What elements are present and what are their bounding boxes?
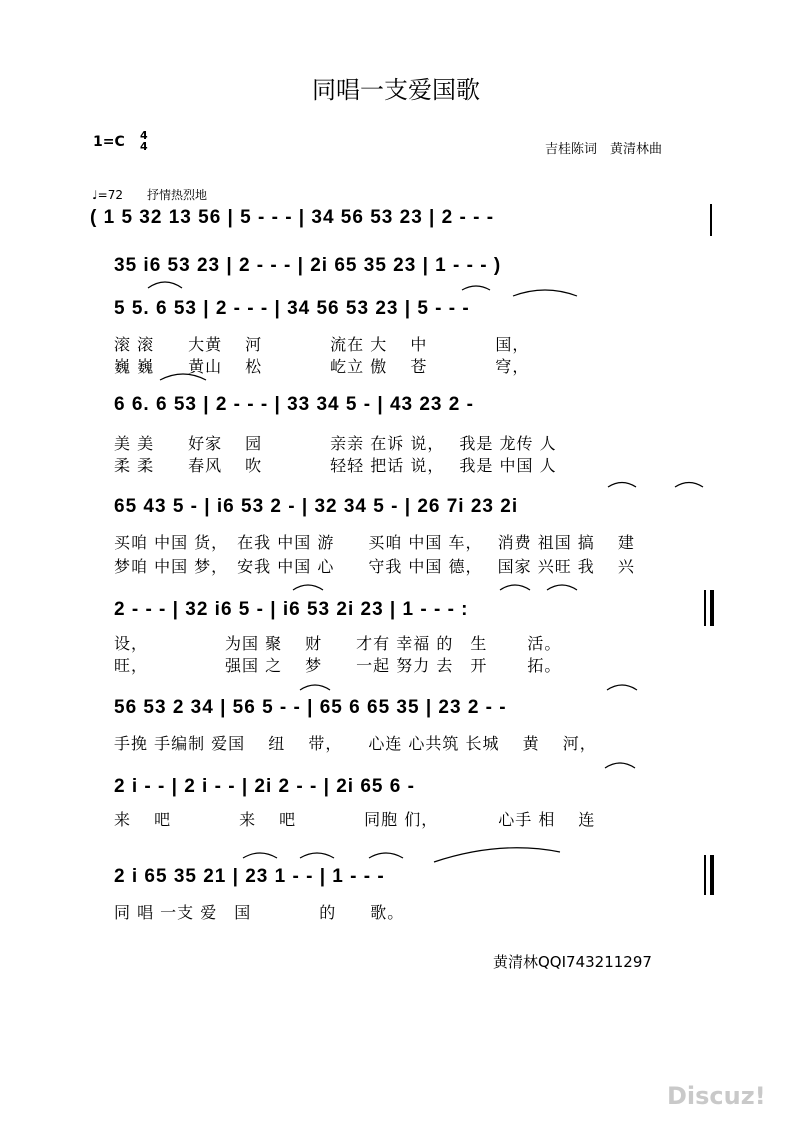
notation-row: ( 1 5 32 13 56 | 5 - - - | 34 56 53 23 | 2 - - - [90, 207, 495, 228]
lyric-line: 滚 滚 大黄 河 流在 大 中 国， [114, 335, 530, 354]
credits: 吉桂陈词 黄清林曲 [545, 142, 663, 157]
notation-row: 6 6. 6 53 | 2 - - - | 33 34 5 - | 43 23 2 - [114, 394, 474, 415]
lyric-line: 梦咱 中国 梦， 安我 中国 心 守我 中国 德， 国家 兴旺 我 兴 [114, 557, 635, 576]
lyric-line: 设， 为国 聚 财 才有 幸福 的 生 活。 [114, 634, 562, 653]
lyric-line: 同 唱 一支 爱 国 的 歌。 [114, 903, 405, 922]
composer-signature: 黄清林QQI743211297 [493, 953, 652, 971]
lyric-line: 美 美 好家 园 亲亲 在诉 说， 我是 龙传 人 [114, 434, 557, 453]
tempo-marking: ♩=72 抒情热烈地 [92, 188, 207, 202]
notation-row: 2 i 65 35 21 | 23 1 - - | 1 - - - [114, 866, 385, 887]
lyric-line: 巍 巍 黄山 松 屹立 傲 苍 穹， [114, 357, 530, 376]
lyric-line: 来 吧 来 吧 同胞 们， 心手 相 连 [114, 810, 596, 829]
lyric-line: 手挽 手编制 爱国 纽 带， 心连 心共筑 长城 黄 河， [114, 734, 597, 753]
time-signature-bottom: 4 [140, 140, 148, 153]
watermark: Discuz! [667, 1082, 766, 1110]
notation-row: 56 53 2 34 | 56 5 - - | 65 6 65 35 | 23 2 - - [114, 697, 507, 718]
lyric-line: 柔 柔 春风 吹 轻轻 把话 说， 我是 中国 人 [114, 456, 557, 475]
lyric-line: 旺， 强国 之 梦 一起 努力 去 开 拓。 [114, 656, 562, 675]
song-title: 同唱一支爱国歌 [312, 76, 480, 104]
notation-row: 65 43 5 - | i6 53 2 - | 32 34 5 - | 26 7i 23 2i [114, 496, 519, 517]
notation-row: 2 - - - | 32 i6 5 - | i6 53 2i 23 | 1 - - - : [114, 599, 469, 620]
notation-row: 35 i6 53 23 | 2 - - - | 2i 65 35 23 | 1 - - - ) [114, 255, 502, 276]
key-signature: 1=C [93, 134, 125, 150]
notation-row: 5 5. 6 53 | 2 - - - | 34 56 53 23 | 5 - - - [114, 298, 470, 319]
lyric-line: 买咱 中国 货， 在我 中国 游 买咱 中国 车， 消费 祖国 搞 建 [114, 533, 635, 552]
notation-row: 2 i - - | 2 i - - | 2i 2 - - | 2i 65 6 - [114, 776, 415, 797]
time-signature-top: 4 [140, 129, 148, 142]
